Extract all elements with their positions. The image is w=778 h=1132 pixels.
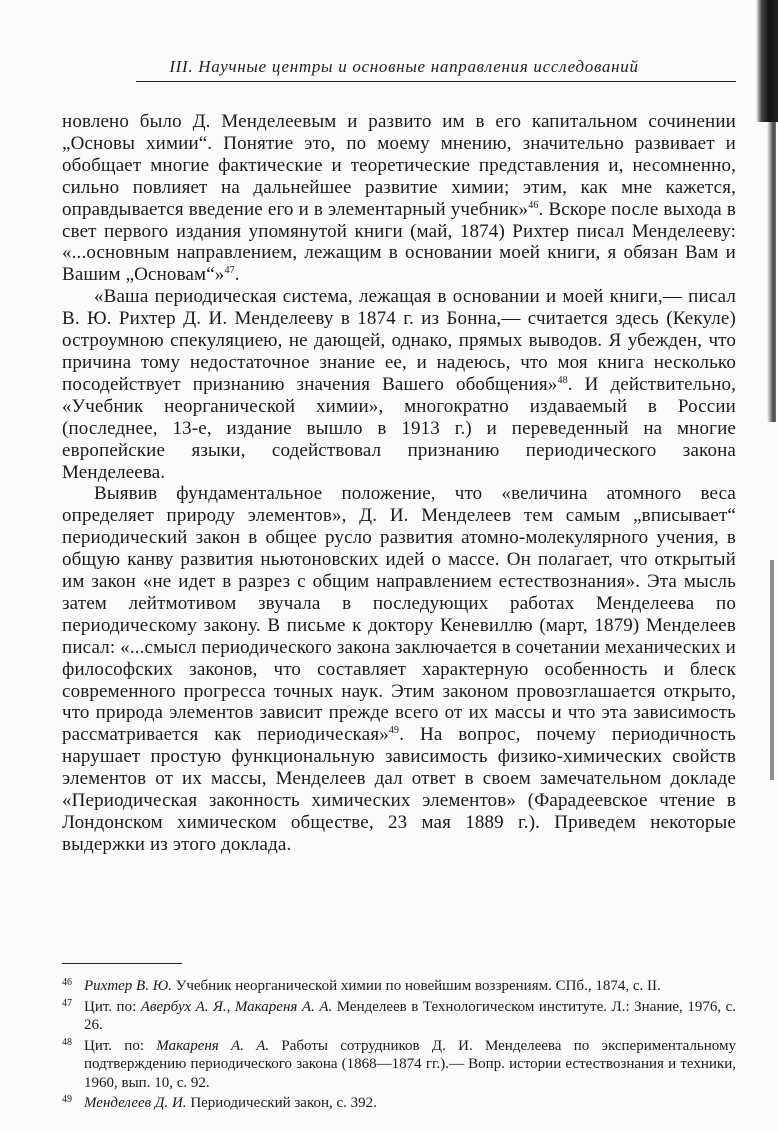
footnote-ref[interactable]: 48	[557, 374, 568, 386]
footnote-author: Авербух А. Я., Макареня А. А.	[140, 998, 333, 1015]
footnote	[62, 998, 736, 1035]
page-edge-shadow	[770, 560, 774, 780]
paragraph	[62, 483, 736, 855]
footnote-ref[interactable]: 47	[224, 265, 235, 277]
text-span: .	[234, 264, 240, 286]
footnote-text: Работы сотрудников Д. И. Менделеева по экспериментальному подтверждению периодического закона (1868—1874 гг.).— Вопр. истории естествознания и техники, 1960, вып. 10, с. 92.	[84, 1037, 737, 1091]
text-span: . Вскоре после выхода в свет первого издания упомянутой книги (май, 1874) Рихтер писал Менделееву: «...основным направлением, лежащим в основании моей книги, я обязан Вам и Вашим „Основам“»	[62, 198, 737, 286]
paragraph	[62, 111, 736, 286]
footnote-text: Периодический закон, с. 392.	[186, 1095, 377, 1111]
footnotes	[62, 977, 736, 1115]
footnote-number: 49	[62, 1094, 72, 1105]
footnote-number: 46	[62, 977, 72, 988]
text-span: «Ваша периодическая система, лежащая в основании и моей книги,— писал В. Ю. Рихтер Д. И. Менделееву в 1874 г. из Бонна,— считается здесь (Кекуле) остроумною спекуляциею, не дающей, однако, прямых выводов. Я убежден, что причина тому недостаточное знание ее, и надеюсь, что моя книга несколько посодействует признанию значения Вашего обобщения»	[62, 286, 736, 395]
footnote-number: 48	[62, 1036, 72, 1048]
running-head: III. Научные центры и основные направления исследований	[169, 57, 639, 76]
footnote-rule	[62, 963, 182, 964]
footnote-author: Менделеев Д. И.	[84, 1095, 187, 1111]
footnote	[62, 977, 736, 996]
footnote-text: Менделеев в Технологическом институте. Л.: Знание, 1976, с. 26.	[84, 998, 737, 1033]
footnote	[62, 1037, 736, 1093]
footnote-ref[interactable]: 46	[528, 199, 539, 211]
footnote-ref[interactable]: 49	[388, 725, 400, 737]
footnote	[62, 1094, 736, 1113]
footnote-number: 47	[62, 997, 72, 1009]
text-span: . И действительно, «Учебник неорганической химии», многократно издаваемый в России (последнее, 13-е, издание вышло в 1913 г.) и переведенный на многие европейские языки, содействовал признанию периодического закона Менделеева.	[62, 373, 736, 483]
footnote-prefix: Цит. по:	[84, 1037, 157, 1054]
header-rule	[136, 81, 736, 82]
text-span: новлено было Д. Менделеевым и развито им в его капитальном сочинении „Основы химии“. Понятие это, по моему мнению, значительно развивает и обобщает многие фактические и теоретические представления и, несомненно, сильно повлияет на дальнейшее развитие химии; этим, как мне кажется, оправдывается введение его и в элементарный учебник»	[62, 111, 736, 220]
footnote-prefix: Цит. по:	[84, 998, 141, 1015]
text-span: Выявив фундаментальное положение, что «величина атомного веса определяет природу элементов», Д. И. Менделеев тем самым „вписывает“ периодический закон в общее русло развития атомно-молекулярного учения, в общую канву развития ньютоновских идей о массе. Он полагает, что открытый им закон «не идет в разрез с общим направлением естествознания». Эта мысль затем лейтмотивом звучала в последующих работах Менделеева по периодическому закону. В письме к доктору Кеневиллю (март, 1879) Менделеев писал: «...смысл периодического закона заключается в сочетании механических и философских законов, что составляет характерную особенность и блеск современного прогресса точных наук. Этим законом провозглашается открыто, что природа элементов зависит прежде всего от их массы и что эта зависимость рассматривается как периодическая»	[62, 483, 736, 746]
page-edge-shadow	[756, 0, 778, 122]
footnote-author: Макареня А. А.	[156, 1037, 270, 1054]
footnote-author: Рихтер В. Ю.	[84, 978, 172, 994]
paragraph	[62, 286, 736, 483]
text-span: . На вопрос, почему периодичность нарушает простую функциональную зависимость физико-химических свойств элементов от их массы, Менделеев дал ответ в своем замечательном докладе «Периодическая законность химических элементов» (Фарадеевское чтение в Лондонском химическом обществе, 23 мая 1889 г.). Приведем некоторые выдержки из этого доклада.	[62, 724, 736, 855]
footnote-text: Учебник неорганической химии по новейшим воззрениям. СПб., 1874, с. II.	[171, 978, 661, 994]
main-text	[62, 111, 736, 856]
page-edge-shadow	[767, 122, 776, 422]
